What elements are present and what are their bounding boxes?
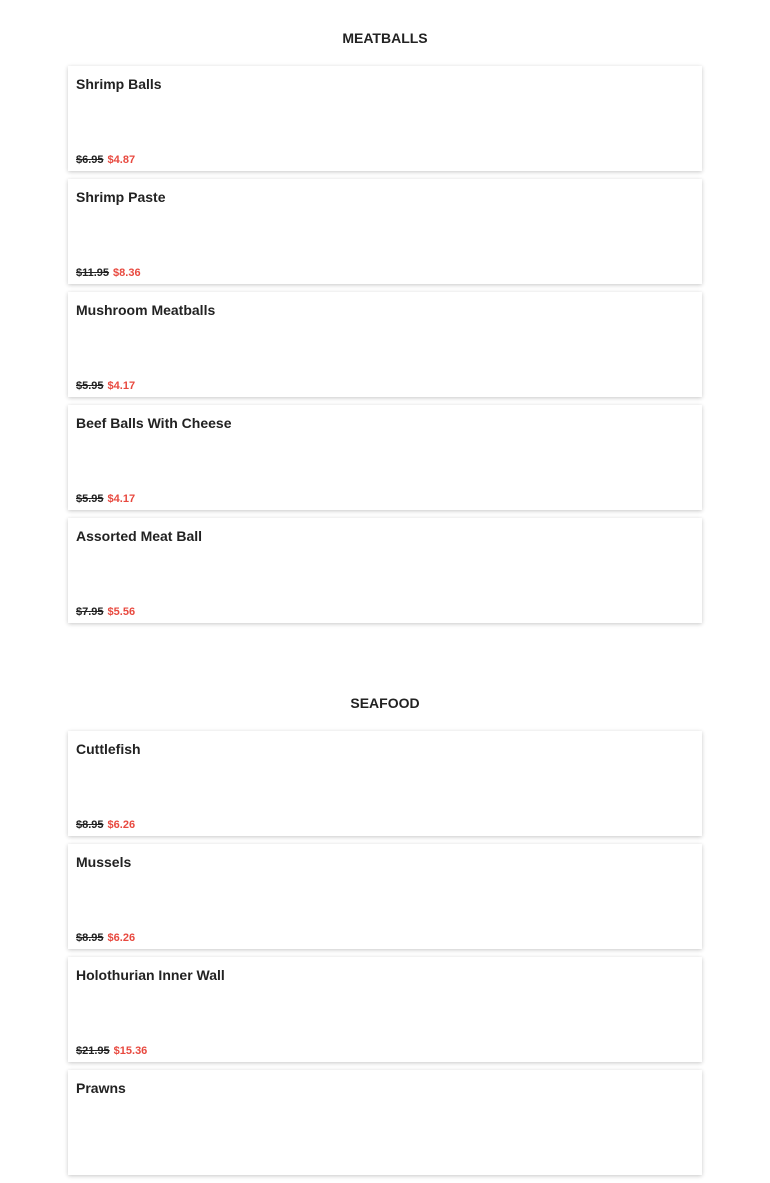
original-price: $5.95	[76, 493, 104, 505]
item-name: Shrimp Balls	[76, 76, 162, 92]
menu-item-card[interactable]	[68, 179, 702, 284]
sale-price: $15.36	[113, 1045, 148, 1057]
original-price: $11.95	[76, 267, 110, 279]
section-title: MEATBALLS	[342, 30, 428, 46]
item-prices	[76, 819, 135, 831]
original-price: $21.95	[76, 1045, 110, 1057]
original-price: $7.95	[76, 606, 104, 618]
item-name: Mushroom Meatballs	[76, 302, 216, 318]
menu-item-card[interactable]	[68, 292, 702, 397]
original-price: $5.95	[76, 380, 104, 392]
sale-price: $4.17	[107, 380, 136, 392]
item-name: Assorted Meat Ball	[76, 528, 203, 544]
menu-section-seafood	[0, 693, 770, 1175]
sale-price: $4.17	[107, 493, 136, 505]
menu-item-card[interactable]	[68, 1070, 702, 1175]
item-prices	[76, 606, 135, 618]
original-price: $6.95	[76, 154, 104, 166]
item-prices	[76, 154, 135, 166]
section-title: SEAFOOD	[350, 695, 420, 711]
item-prices	[76, 267, 141, 279]
item-name: Beef Balls With Cheese	[76, 415, 232, 431]
menu-item-card[interactable]	[68, 731, 702, 836]
menu-item-card[interactable]	[68, 844, 702, 949]
item-prices	[76, 380, 135, 392]
item-name: Shrimp Paste	[76, 189, 166, 205]
item-prices	[76, 1045, 147, 1057]
item-name: Mussels	[76, 854, 132, 870]
menu-item-card[interactable]	[68, 66, 702, 171]
item-list	[68, 731, 702, 1175]
sale-price: $6.26	[107, 819, 136, 831]
sale-price: $8.36	[113, 267, 141, 279]
sale-price: $4.87	[107, 154, 136, 166]
item-prices	[76, 1158, 80, 1170]
menu-item-card[interactable]	[68, 518, 702, 623]
item-prices	[76, 493, 135, 505]
item-name: Prawns	[76, 1080, 126, 1096]
item-name: Holothurian Inner Wall	[76, 967, 225, 983]
menu-item-card[interactable]	[68, 957, 702, 1062]
item-name: Cuttlefish	[76, 741, 141, 757]
original-price: $8.95	[76, 932, 104, 944]
sale-price: $6.26	[107, 932, 136, 944]
sale-price: $5.56	[107, 606, 136, 618]
item-prices	[76, 932, 135, 944]
menu-item-card[interactable]	[68, 405, 702, 510]
section-spacer	[0, 631, 770, 693]
item-list	[68, 66, 702, 623]
original-price: $8.95	[76, 819, 104, 831]
